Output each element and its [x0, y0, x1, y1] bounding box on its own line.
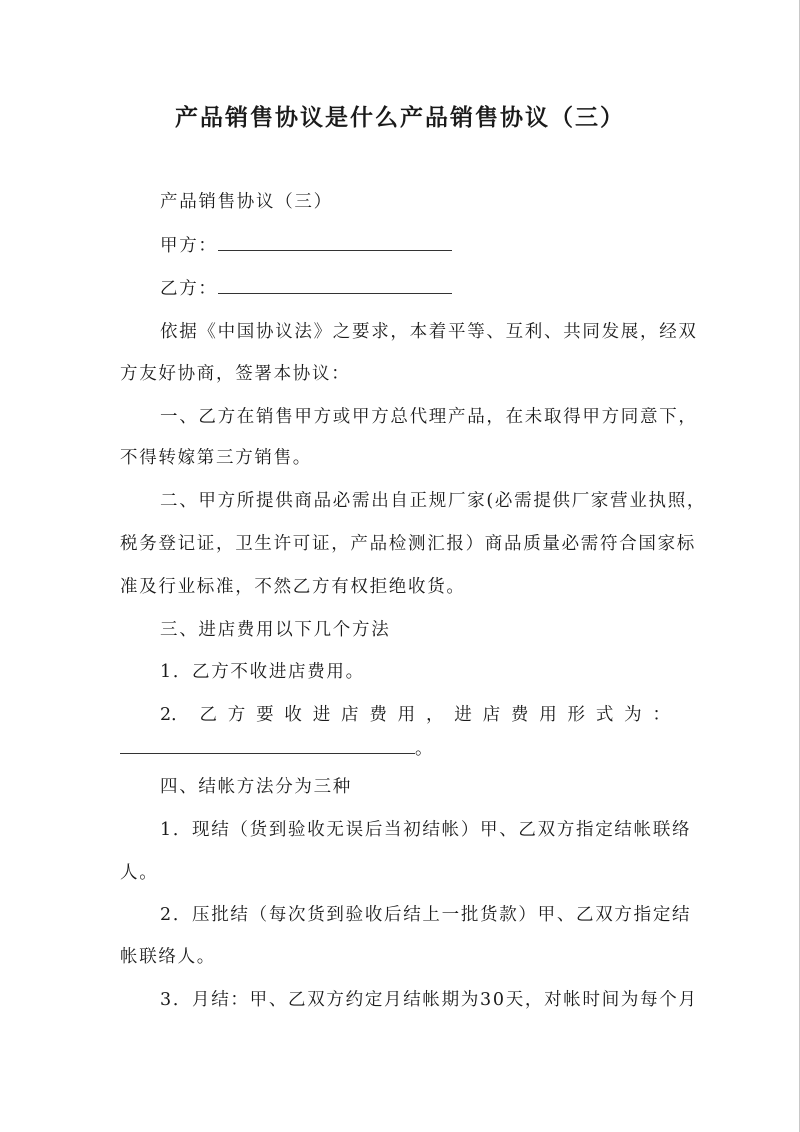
item-2-char: 费	[369, 705, 387, 725]
item-2-char: 进	[312, 705, 331, 725]
clause-3-item-1: 1．乙方不收进店费用。	[160, 662, 365, 682]
clause-4-item-3-line-1: 3．月结：甲、乙双方约定月结帐期为30天，对帐时间为每个月	[160, 990, 698, 1010]
item-2-char: 店	[341, 705, 359, 725]
clause-4-item-2-line-1: 2．压批结（每次货到验收后结上一批货款）甲、乙双方指定结	[160, 905, 692, 925]
item-2-char: 方	[227, 705, 246, 725]
item-2-char: 要	[256, 705, 274, 725]
party-a-label: 甲方：	[160, 236, 218, 256]
fee-format-end: 。	[415, 739, 435, 759]
item-2-char: 2．	[160, 705, 189, 725]
clause-3-item-2	[160, 703, 670, 727]
item-2-char: 费	[510, 705, 529, 725]
clause-4-item-2-line-2: 帐联络人。	[120, 947, 216, 967]
item-2-char: 店	[482, 705, 501, 725]
item-2-char: 收	[284, 705, 302, 725]
party-b-line	[160, 277, 452, 301]
document-title: 产品销售协议是什么产品销售协议（三）	[175, 104, 625, 131]
clause-4-heading: 四、结帐方法分为三种	[160, 777, 352, 797]
party-a-blank	[218, 235, 452, 251]
item-2-char: ，	[425, 705, 444, 725]
item-2-char: 用	[539, 705, 557, 725]
fee-format-line	[120, 737, 434, 761]
preamble-line-1: 依据《中国协议法》之要求，本着平等、互利、共同发展，经双	[160, 322, 698, 342]
item-2-char: ：	[652, 705, 670, 725]
party-b-label: 乙方：	[160, 279, 218, 299]
preamble-line-2: 方友好协商，签署本协议：	[120, 364, 351, 384]
agreement-heading: 产品销售协议（三）	[160, 192, 333, 212]
clause-2-line-1: 二、甲方所提供商品必需出自正规厂家(必需提供厂家营业执照，	[160, 491, 707, 511]
clause-2-line-2: 税务登记证，卫生许可证，产品检测汇报）商品质量必需符合国家标	[120, 534, 696, 554]
party-a-line	[160, 234, 452, 258]
clause-3-heading: 三、进店费用以下几个方法	[160, 620, 391, 640]
clause-4-item-1-line-2: 人。	[120, 863, 159, 883]
clause-2-line-3: 准及行业标准，不然乙方有权拒绝收货。	[120, 577, 466, 597]
party-b-blank	[218, 278, 452, 294]
item-2-char: 进	[454, 705, 472, 725]
fee-format-blank	[120, 738, 415, 754]
item-2-char: 形	[567, 705, 586, 725]
item-2-char: 为	[624, 705, 642, 725]
item-2-char: 式	[595, 705, 614, 725]
item-2-char: 乙	[199, 705, 217, 725]
clause-1-line-2: 不得转嫁第三方销售。	[120, 448, 312, 468]
item-2-char: 用	[397, 705, 416, 725]
clause-4-item-1-line-1: 1．现结（货到验收无误后当初结帐）甲、乙双方指定结帐联络	[160, 820, 692, 840]
clause-1-line-1: 一、乙方在销售甲方或甲方总代理产品，在未取得甲方同意下，	[160, 407, 698, 427]
